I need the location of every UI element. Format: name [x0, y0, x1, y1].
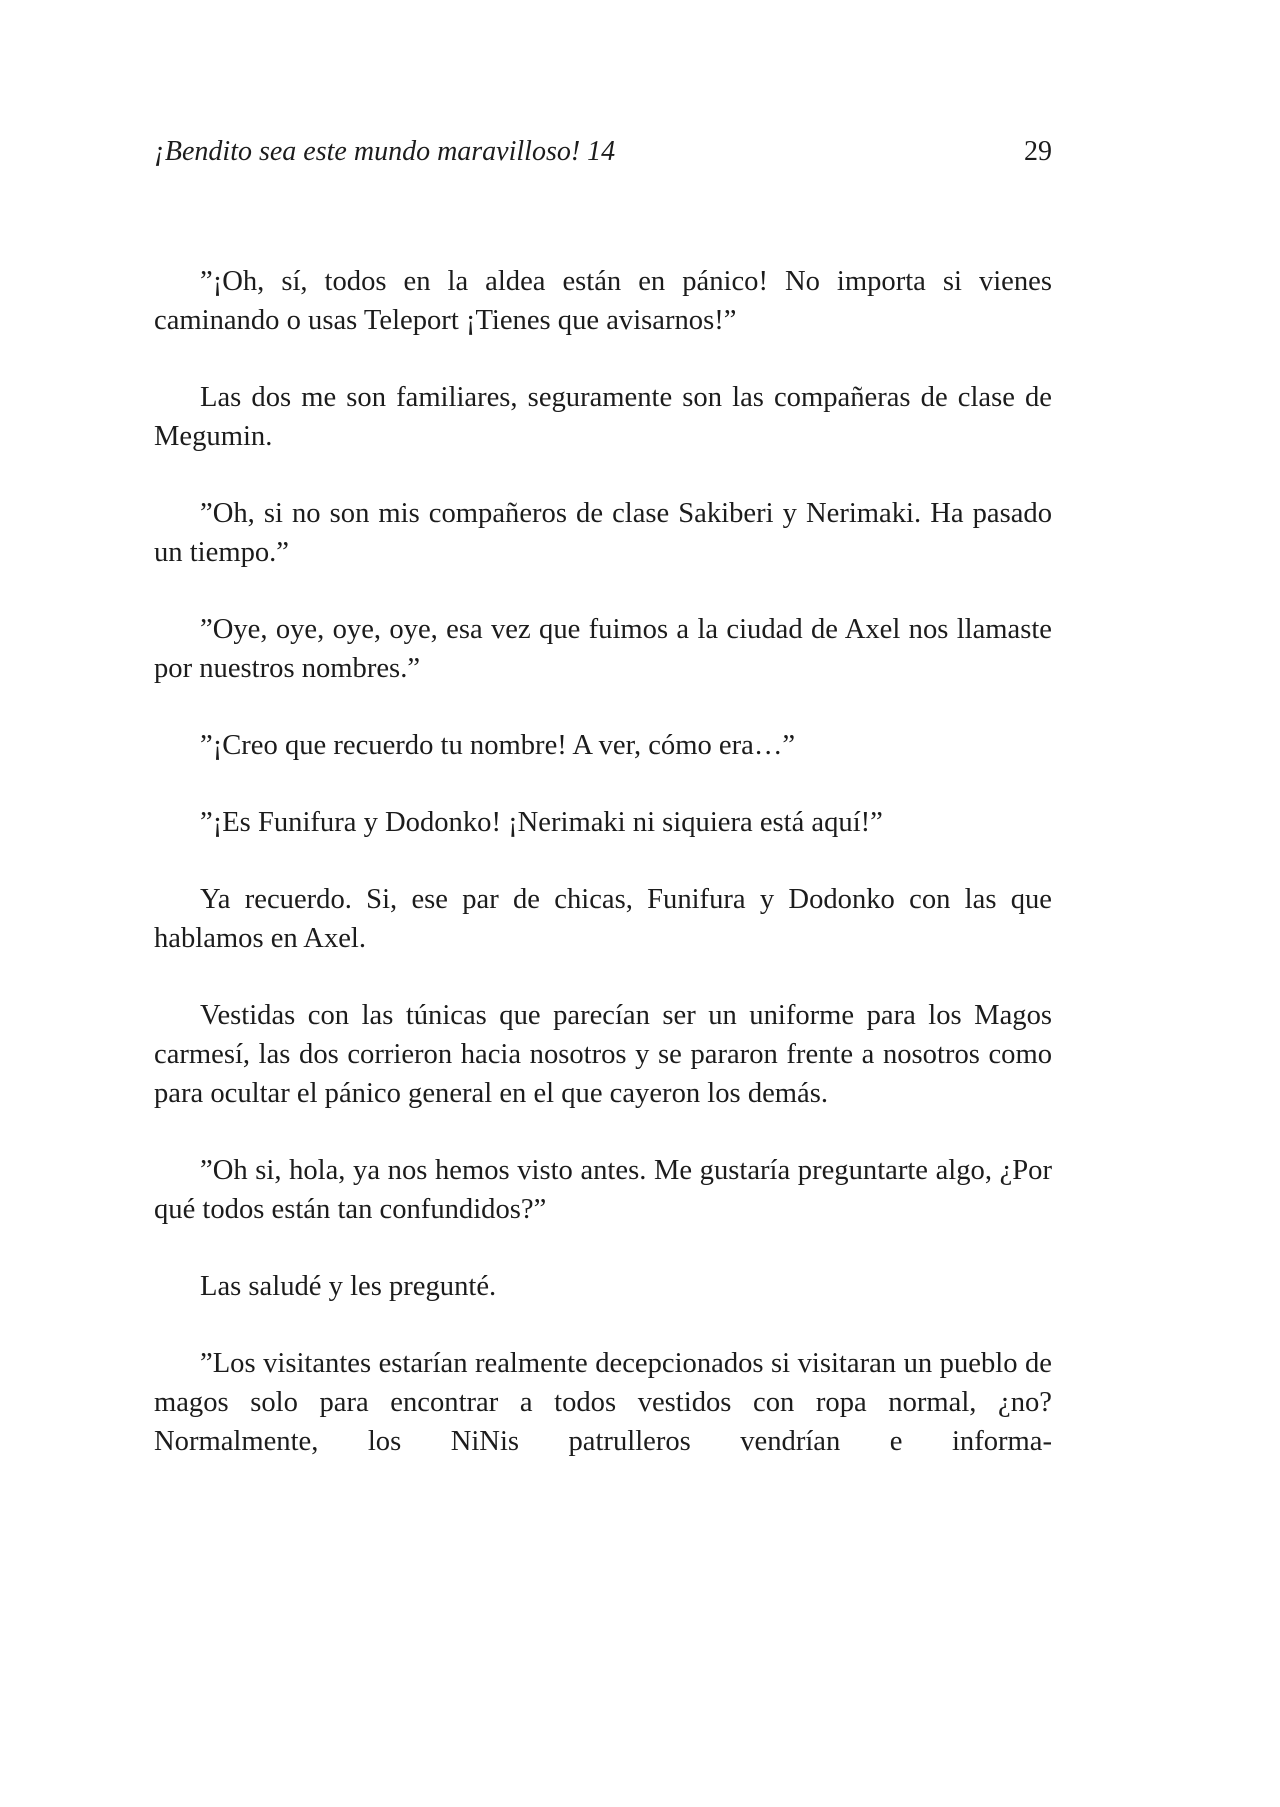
paragraph-2: Las dos me son familiares, seguramente son las compañeras de clase de Megumin. [154, 382, 1052, 452]
paragraph-3: ”Oh, si no son mis compañeros de clase Sakiberi y Nerimaki. Ha pasado un tiempo.” [154, 498, 1052, 568]
paragraph-10: Las saludé y les pregunté. [200, 1271, 497, 1302]
page-number: 29 [1024, 136, 1052, 167]
body-text [154, 262, 1052, 1461]
running-header [154, 132, 1052, 172]
book-title: ¡Bendito sea este mundo maravilloso! 14 [154, 136, 616, 167]
paragraph-7: Ya recuerdo. Si, ese par de chicas, Funifura y Dodonko con las que hablamos en Axel. [154, 884, 1052, 954]
paragraph-6: ”¡Es Funifura y Dodonko! ¡Nerimaki ni siquiera está aquí!” [200, 807, 883, 838]
paragraph-8: Vestidas con las túnicas que parecían ser un uniforme para los Magos carmesí, las dos corrieron hacia nosotros y se pararon frente a nosotros como para ocultar el pánico general en el que cayeron los demás. [154, 1000, 1052, 1109]
paragraph-5: ”¡Creo que recuerdo tu nombre! A ver, cómo era…” [200, 730, 796, 761]
paragraph-1: ”¡Oh, sí, todos en la aldea están en pánico! No importa si vienes caminando o usas Teleport ¡Tienes que avisarnos!” [154, 266, 1052, 336]
paragraph-11: ”Los visitantes estarían realmente decepcionados si visitaran un pueblo de magos solo para encontrar a todos vestidos con ropa normal, ¿no? Normalmente, los NiNis patrulleros vendrían e informa- [154, 1348, 1052, 1457]
paragraph-4: ”Oye, oye, oye, oye, esa vez que fuimos a la ciudad de Axel nos llamaste por nuestros nombres.” [154, 614, 1052, 684]
paragraph-9: ”Oh si, hola, ya nos hemos visto antes. Me gustaría preguntarte algo, ¿Por qué todos están tan confundidos?” [154, 1155, 1052, 1225]
